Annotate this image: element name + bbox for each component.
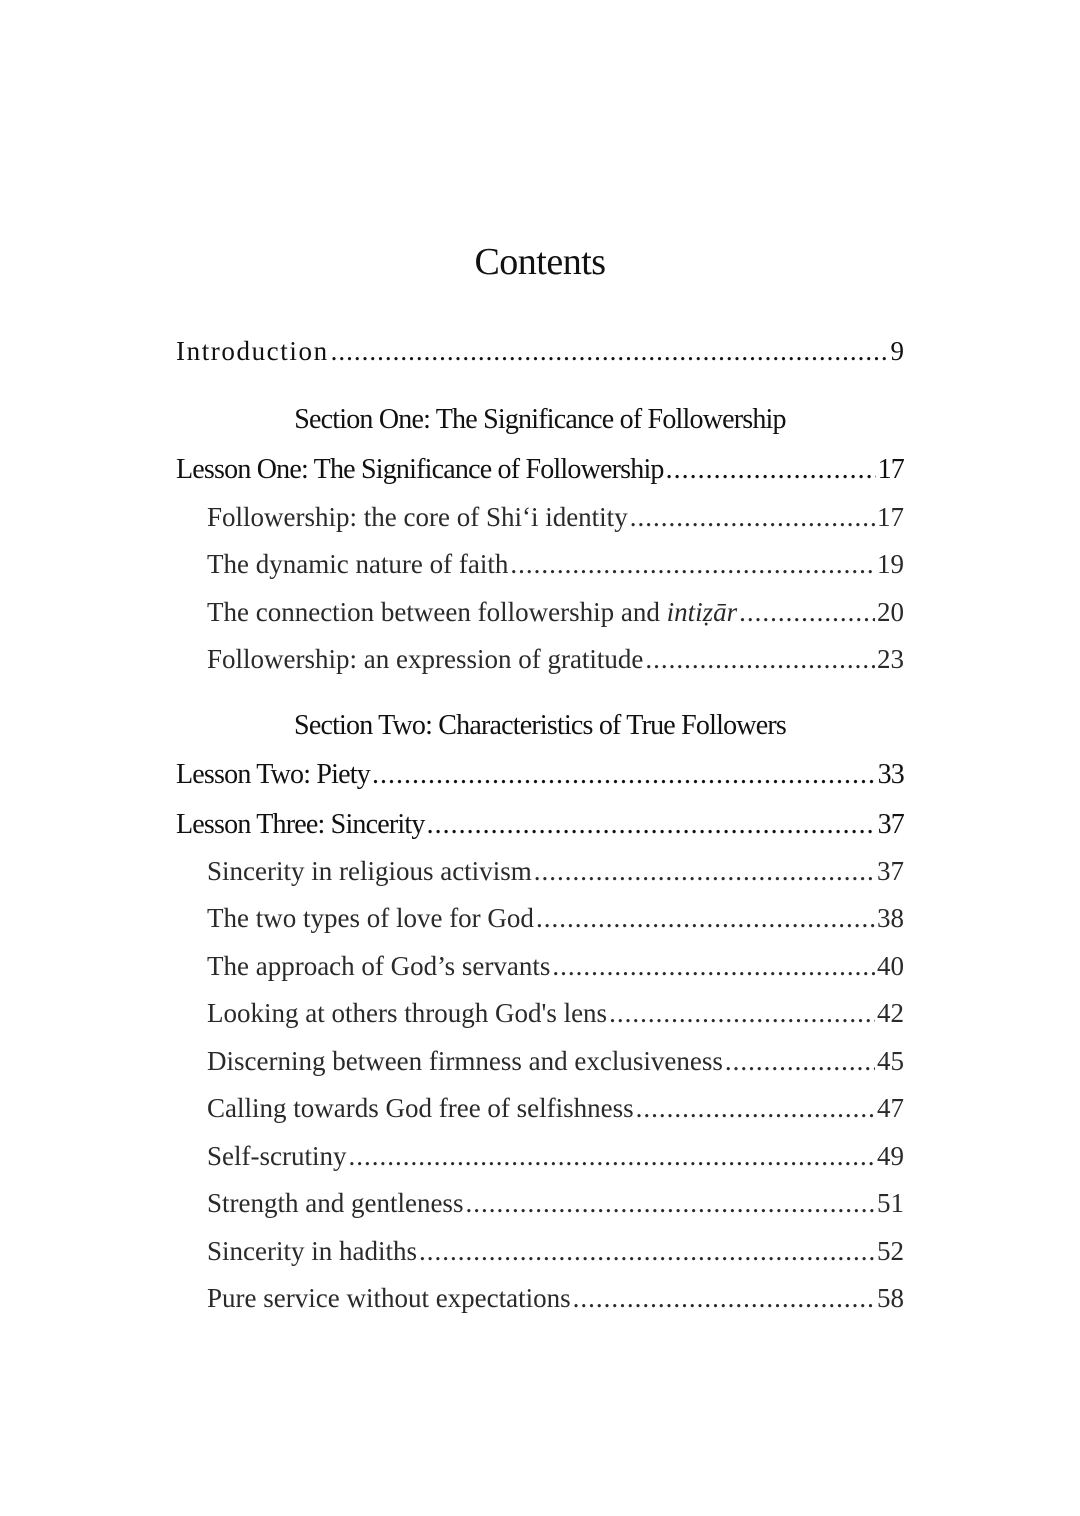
toc-subentry-label: Looking at others through God's lens <box>207 998 608 1028</box>
dot-leader <box>573 1283 875 1314</box>
toc-subentry-label: Followership: the core of Shi‘i identity <box>207 502 628 532</box>
toc-entry-lesson-three[interactable] <box>176 809 904 841</box>
toc-subentry[interactable] <box>207 998 904 1029</box>
toc-subentry-label: Strength and gentleness <box>207 1188 464 1218</box>
toc-subentry[interactable] <box>207 1046 904 1077</box>
toc-page-number: 38 <box>877 903 904 933</box>
toc-entry-label: Lesson Two: Piety <box>176 759 370 790</box>
toc-entry-lesson-two[interactable] <box>176 759 904 791</box>
toc-page-number: 23 <box>877 644 904 674</box>
dot-leader <box>534 856 875 887</box>
dot-leader <box>331 336 889 367</box>
toc-page-number: 52 <box>877 1236 904 1266</box>
toc-subentry-label-text: The connection between followership and <box>207 597 660 627</box>
dot-leader <box>739 597 875 628</box>
toc-subentry-label-italic: intiẓār <box>666 597 738 627</box>
dot-leader <box>609 998 875 1029</box>
dot-leader <box>465 1188 875 1219</box>
dot-leader <box>536 903 875 934</box>
toc-page-number: 47 <box>877 1093 904 1123</box>
toc-entry-introduction[interactable] <box>176 336 904 367</box>
toc-subentry[interactable] <box>207 1188 904 1219</box>
toc-page-number: 49 <box>877 1141 904 1171</box>
toc-entry-lesson-one[interactable] <box>176 454 904 486</box>
toc-page-number: 9 <box>890 336 904 366</box>
toc-page-number: 17 <box>877 454 904 485</box>
toc-subentry[interactable] <box>207 903 904 934</box>
toc-subentry-label: Calling towards God free of selfishness <box>207 1093 634 1123</box>
page-title: Contents <box>474 241 606 283</box>
toc-subentry[interactable] <box>207 1141 904 1172</box>
toc-subentry[interactable] <box>207 951 904 982</box>
toc-page-number: 58 <box>877 1283 904 1313</box>
toc-subentry-label: The two types of love for God <box>207 903 534 933</box>
toc-subentry[interactable] <box>207 856 904 887</box>
toc-page-number: 51 <box>877 1188 904 1218</box>
toc-subentry-label: Discerning between firmness and exclusiveness <box>207 1046 723 1076</box>
dot-leader <box>552 951 875 982</box>
toc-subentry[interactable] <box>207 597 904 628</box>
toc-page-number: 42 <box>877 998 904 1028</box>
toc-page-number: 20 <box>877 597 904 627</box>
toc-entry-label: Lesson Three: Sincerity <box>176 809 425 840</box>
section-heading-two: Section Two: Characteristics of True Followers <box>294 710 786 741</box>
toc-subentry[interactable] <box>207 1093 904 1124</box>
toc-page-number: 45 <box>877 1046 904 1076</box>
toc-subentry[interactable] <box>207 644 904 675</box>
toc-page-number: 17 <box>877 502 904 532</box>
dot-leader <box>510 549 875 580</box>
toc-entry-label: Lesson One: The Significance of Followership <box>176 454 664 485</box>
toc-subentry-label: Self-scrutiny <box>207 1141 347 1171</box>
toc-entry-label: Introduction <box>176 336 329 366</box>
dot-leader <box>645 644 875 675</box>
toc-page-number: 37 <box>877 809 904 840</box>
toc-subentry-label: The dynamic nature of faith <box>207 549 509 579</box>
dot-leader <box>348 1141 875 1172</box>
dot-leader <box>427 809 876 841</box>
dot-leader <box>666 454 876 486</box>
toc-subentry[interactable] <box>207 1283 904 1314</box>
toc-subentry[interactable] <box>207 502 904 533</box>
toc-subentry-label: Sincerity in hadiths <box>207 1236 417 1266</box>
dot-leader <box>630 502 875 533</box>
dot-leader <box>725 1046 875 1077</box>
section-heading-one: Section One: The Significance of Followership <box>294 404 786 435</box>
toc-page-number: 37 <box>877 856 904 886</box>
toc-subentry[interactable] <box>207 1236 904 1267</box>
toc-subentry-label: Followership: an expression of gratitude <box>207 644 644 674</box>
dot-leader <box>419 1236 875 1267</box>
toc-page-number: 40 <box>877 951 904 981</box>
toc-subentry-label <box>207 597 737 628</box>
toc-subentry-label: The approach of God’s servants <box>207 951 551 981</box>
toc-page-number: 33 <box>877 759 904 790</box>
toc-page-number: 19 <box>877 549 904 579</box>
dot-leader <box>636 1093 875 1124</box>
toc-subentry[interactable] <box>207 549 904 580</box>
dot-leader <box>372 759 876 791</box>
toc-subentry-label: Pure service without expectations <box>207 1283 571 1313</box>
toc-subentry-label: Sincerity in religious activism <box>207 856 532 886</box>
